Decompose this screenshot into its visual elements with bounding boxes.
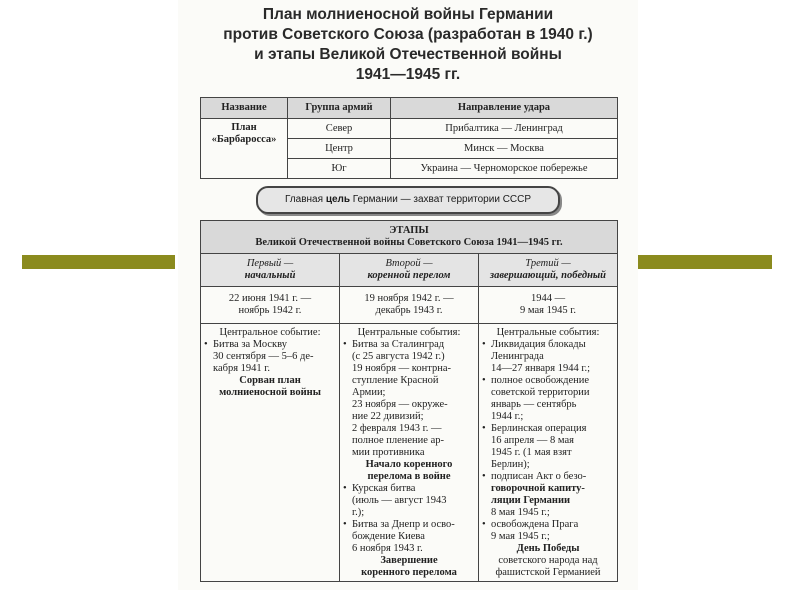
event-line: полное пленение ар- <box>352 435 444 446</box>
stage-first-events <box>201 324 340 582</box>
event-line: 19 ноября — контрна- <box>352 363 451 374</box>
event-conclusion: День Победы <box>516 543 580 554</box>
stages-header-line-1: ЭТАПЫ <box>389 225 429 236</box>
event-line: (с 25 августа 1942 г.) <box>352 351 445 362</box>
stages-header-line-2: Великой Отечественной войны Советского Союза 1941—1945 гг. <box>255 237 563 248</box>
event-item: • Ликвидация блокады <box>482 339 586 350</box>
plan-name-line-2: «Барбаросса» <box>211 134 277 145</box>
barbarossa-plan-table <box>200 97 618 179</box>
decorative-bar-left <box>22 255 175 269</box>
event-conclusion: молниеносной войны <box>219 387 321 398</box>
stage-second-desc: коренной перелом <box>367 270 451 281</box>
event-line: 30 сентября — 5–6 де- <box>213 351 314 362</box>
title-line-1: План молниеносной войны Германии <box>262 6 554 23</box>
events-label: Центральное событие: <box>219 327 321 338</box>
date-line: 22 июня 1941 г. — <box>228 293 312 304</box>
event-line: советского народа над <box>498 555 598 566</box>
event-item: • освобождена Прага <box>482 519 579 530</box>
event-item: • Курская битва <box>343 483 416 494</box>
stage-third-desc: завершающий, победный <box>489 270 607 281</box>
title-line-3: и этапы Великой Отечественной войны <box>254 46 562 63</box>
date-line: 1944 — <box>530 293 566 304</box>
event-line: 14—27 января 1944 г.; <box>491 363 591 374</box>
event-conclusion: коренного перелома <box>361 567 457 578</box>
event-line: Берлин); <box>491 459 530 470</box>
direction-cell: Прибалтика — Ленинград <box>391 119 618 139</box>
event-line: фашистской Германией <box>495 567 601 578</box>
date-line: ноябрь 1942 г. <box>238 305 302 316</box>
event-item: • Битва за Сталинград <box>343 339 445 350</box>
event-item: • подписан Акт о безо- <box>482 471 587 482</box>
war-stages-table <box>200 220 618 582</box>
stage-second-dates <box>340 287 479 324</box>
plan-name-line-1: План <box>231 122 257 133</box>
date-line: декабрь 1943 г. <box>375 305 443 316</box>
event-line: 23 ноября — окруже- <box>352 399 448 410</box>
event-conclusion: Сорван план <box>239 375 301 386</box>
event-line: кабря 1941 г. <box>213 363 271 374</box>
event-item: • Берлинская операция <box>482 423 587 434</box>
stage-first <box>201 254 340 287</box>
army-group-cell: Центр <box>288 139 391 159</box>
events-label: Центральные события: <box>357 327 461 338</box>
event-item: • Битва за Москву <box>204 339 287 350</box>
event-line: говорочной капиту- <box>491 483 585 494</box>
event-line: январь — сентябрь <box>491 399 577 410</box>
scanned-page <box>178 0 638 590</box>
stage-second-name: Второй — <box>385 258 433 269</box>
stage-second <box>340 254 479 287</box>
event-line: ние 22 дивизий; <box>352 411 424 422</box>
event-line: 1944 г.; <box>491 411 524 422</box>
goal-bold-word: цель <box>325 194 351 205</box>
event-line: 16 апреля — 8 мая <box>491 435 574 446</box>
event-line: мии противника <box>352 447 425 458</box>
direction-cell: Минск — Москва <box>391 139 618 159</box>
goal-prefix: Главная <box>284 194 326 205</box>
stage-first-desc: начальный <box>244 270 296 281</box>
event-line: 9 мая 1945 г.; <box>491 531 550 542</box>
event-item: • Битва за Днепр и осво- <box>343 519 455 530</box>
stage-third-events <box>479 324 618 582</box>
goal-suffix: Германии — захват территории СССР <box>350 194 532 205</box>
date-line: 9 мая 1945 г. <box>520 305 576 316</box>
decorative-bar-right <box>638 255 772 269</box>
event-conclusion: Начало коренного <box>365 459 453 470</box>
event-line: (июль — август 1943 <box>352 495 447 506</box>
army-group-cell: Север <box>288 119 391 139</box>
event-line: 8 мая 1945 г.; <box>491 507 550 518</box>
header-army-group: Группа армий <box>288 98 391 119</box>
stage-second-events <box>340 324 479 582</box>
army-group-cell: Юг <box>288 159 391 179</box>
event-line: бождение Киева <box>352 531 425 542</box>
event-line: 6 ноября 1943 г. <box>352 543 423 554</box>
stages-table-header <box>201 221 618 254</box>
event-line: г.); <box>352 507 365 518</box>
header-direction: Направление удара <box>391 98 618 119</box>
event-conclusion: перелома в войне <box>367 471 451 482</box>
page-title <box>178 5 638 85</box>
date-line: 19 ноября 1942 г. — <box>364 293 454 304</box>
event-line: 2 февраля 1943 г. — <box>352 423 442 434</box>
stage-third <box>479 254 618 287</box>
header-name: Название <box>201 98 288 119</box>
stage-third-dates <box>479 287 618 324</box>
event-line: Армии; <box>352 387 386 398</box>
events-label: Центральные события: <box>496 327 600 338</box>
event-conclusion: Завершение <box>380 555 438 566</box>
direction-cell: Украина — Черноморское побережье <box>391 159 618 179</box>
event-line: Ленинграда <box>491 351 544 362</box>
main-goal-box <box>256 186 560 214</box>
event-line: 1945 г. (1 мая взят <box>491 447 572 458</box>
event-line: ляции Германии <box>491 495 571 506</box>
stage-first-dates <box>201 287 340 324</box>
stage-third-name: Третий — <box>525 258 571 269</box>
event-line: ступление Красной <box>352 375 439 386</box>
title-line-2: против Советского Союза (разработан в 1940 г.) <box>223 26 593 43</box>
event-line: советской территории <box>491 387 590 398</box>
event-item: • полное освобождение <box>482 375 590 386</box>
stage-first-name: Первый — <box>246 258 294 269</box>
plan-name-cell <box>201 119 288 179</box>
title-line-4: 1941—1945 гг. <box>355 66 461 83</box>
